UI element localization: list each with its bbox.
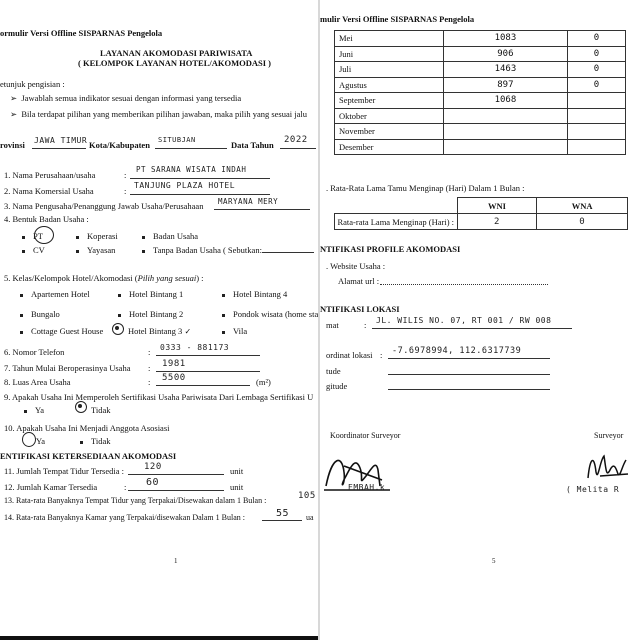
instructions-heading: etunjuk pengisian : <box>0 79 65 89</box>
surveyor-label: Surveyor <box>594 431 624 440</box>
year-value[interactable]: 2022 <box>284 135 308 145</box>
wni-guests-value[interactable]: 1068 <box>444 93 568 109</box>
stay-table <box>334 197 628 230</box>
wni-guests-value[interactable] <box>444 139 568 155</box>
q12-label: 12. Jumlah Kamar Tersedia <box>4 482 98 492</box>
province-line <box>32 148 86 149</box>
q3-value[interactable]: MARYANA MERY <box>218 197 279 206</box>
wni-guests-value[interactable]: 906 <box>444 46 568 62</box>
wni-guests-value[interactable] <box>444 108 568 124</box>
instruction-1: ➢ Jawablah semua indikator sesuai dengan informasi yang tersedia <box>10 93 242 103</box>
month-name: Mei <box>335 31 444 47</box>
year-line <box>280 148 316 149</box>
q9-option-ya[interactable]: Ya <box>24 405 44 415</box>
wna-guests-value[interactable]: 0 <box>567 62 625 78</box>
q4-option-yayasan[interactable]: Yayasan <box>76 245 115 255</box>
q8-unit: (m²) <box>256 377 271 387</box>
scan-edge <box>0 636 318 640</box>
q8-value[interactable]: 5500 <box>162 373 186 383</box>
q13-value[interactable]: 105 <box>298 491 316 501</box>
wni-guests-value[interactable]: 1463 <box>444 62 568 78</box>
address-label: mat <box>326 320 339 330</box>
form-page-right: mulir Versi Offline SISPARNAS Pengelola Mei 1083 0 Juni 906 0 Juli 1463 0 Agustus 897 0 September 1068 Oktober November Desember . Rata-Rata Lama Tamu Menginap (Hari) Dalam 1 Bulan : WNI WNA Rata-rata Lama Menginap (Hari) : 2 0 NTIFIKASI PROFILE AKOMODASI . Website Usaha : Alamat url : NTIFIKASI LOKASI mat : JL. WILIS NO. 07, RT 001 / RW 008 ordinat lokasi : -7.6978994, 112.6317739 tude gitude Koordinator Surveyor Surveyor EMBAH.k ( Melita R 5 <box>320 0 640 640</box>
month-name: September <box>335 93 444 109</box>
section-heading: ENTIFIKASI KETERSEDIAAN AKOMODASI <box>0 451 177 461</box>
province-label: rovinsi <box>0 140 25 150</box>
surveyor-name: ( Melita R <box>566 485 620 494</box>
q3-label: 3. Nama Pengusaha/Penanggung Jawab Usaha/Perusahaan <box>4 201 204 211</box>
wni-guests-value[interactable]: 897 <box>444 77 568 93</box>
q13-label: 13. Rata-rata Banyaknya Tempat Tidur yang Terpakai/Disewakan dalam 1 Bulan : <box>4 496 267 505</box>
province-value[interactable]: JAWA TIMUR <box>34 136 88 145</box>
month-name: Agustus <box>335 77 444 93</box>
city-value[interactable]: SITUBJAN <box>158 136 196 144</box>
coordinator-name: EMBAH.k <box>348 483 386 492</box>
selected-mark-pt <box>34 226 54 244</box>
q5-option-bintang-1[interactable]: Hotel Bintang 1 <box>118 289 183 299</box>
city-line <box>155 148 227 149</box>
stay-row-label: Rata-rata Lama Menginap (Hari) : <box>335 214 458 230</box>
q1-label: 1. Nama Perusahaan/usaha <box>4 170 96 180</box>
wna-guests-value[interactable] <box>567 93 625 109</box>
year-label: Data Tahun <box>231 140 274 150</box>
q11-value[interactable]: 120 <box>144 462 162 472</box>
address-value[interactable]: JL. WILIS NO. 07, RT 001 / RW 008 <box>376 316 552 325</box>
page-header: mulir Versi Offline SISPARNAS Pengelola <box>320 14 475 24</box>
q5-option-bintang-4[interactable]: Hotel Bintang 4 <box>222 289 287 299</box>
q10-option-ya[interactable]: Ya <box>36 436 46 446</box>
month-row <box>335 93 626 109</box>
wna-guests-value[interactable] <box>567 124 625 140</box>
url-label: Alamat url : <box>338 276 380 286</box>
month-row <box>335 62 626 78</box>
wna-guests-value[interactable]: 0 <box>567 31 625 47</box>
page-number: 5 <box>492 557 496 565</box>
q4-label: 4. Bentuk Badan Usaha : <box>4 214 89 224</box>
month-name: Desember <box>335 139 444 155</box>
q11-unit: unit <box>230 466 244 476</box>
form-page-left: ormulir Versi Offline SISPARNAS Pengelola LAYANAN AKOMODASI PARIWISATA ( KELOMPOK LAYANAN HOTEL/AKOMODASI ) etunjuk pengisian : ➢ Jawablah semua indikator sesuai dengan informasi yang tersedia ➢ Bila terdapat pilihan yang memberikan pilihan jawaban, maka pilih yang sesuai jalu rovinsi JAWA TIMUR Kota/Kabupaten SITUBJAN Data Tahun 2022 1. Nama Perusahaan/usaha : PT SARANA WISATA INDAH 2. Nama Komersial Usaha : TANJUNG PLAZA HOTEL 3. Nama Pengusaha/Penanggung Jawab Usaha/Perusahaan MARYANA MERY 4. Bentuk Badan Usaha : PT Koperasi Badan Usaha CV Yayasan Tanpa Badan Usaha ( Sebutkan: 5. Kelas/Kelompok Hotel/Akomodasi (Pilih yang sesuai) : Apartemen Hotel Hotel Bintang 1 Hotel Bintang 4 Bungalo Hotel Bintang 2 Pondok wisata (home sta Cottage Guest House Hotel Bintang 3 ✓ Vila 6. Nomor Telefon : 0333 - 881173 7. Tahun Mulai Beroperasinya Usaha : 1981 8. Luas Area Usaha : 5500 (m²) 9. Apakah Usaha Ini Memperoleh Sertifikasi Usaha Pariwisata Dari Lembaga Sertifikasi U Ya Tidak 10. Apakah Usaha Ini Menjadi Anggota Asosiasi Ya Tidak ENTIFIKASI KETERSEDIAAN AKOMODASI 11. Jumlah Tempat Tidur Tersedia : 120 unit 12. Jumlah Kamar Tersedia : 60 unit 13. Rata-rata Banyaknya Tempat Tidur yang Terpakai/Disewakan dalam 1 Bulan : 105 14. Rata-rata Banyaknya Kamar yang Terpakai/disewakan Dalam 1 Bulan : 55 ua 1 <box>0 0 318 640</box>
latitude-label: tude <box>326 366 341 376</box>
q5-option-apartemen[interactable]: Apartemen Hotel <box>20 289 90 299</box>
q14-unit: ua <box>306 513 314 522</box>
q4-option-cv[interactable]: CV <box>22 245 45 255</box>
website-label: . Website Usaha : <box>326 261 386 271</box>
q5-option-bungalo[interactable]: Bungalo <box>20 309 60 319</box>
stay-wni-value: 2 <box>493 217 500 227</box>
q1-value[interactable]: PT SARANA WISATA INDAH <box>136 165 247 174</box>
wna-guests-value[interactable]: 0 <box>567 46 625 62</box>
month-name: November <box>335 124 444 140</box>
q12-unit: unit <box>230 482 244 492</box>
q14-label: 14. Rata-rata Banyaknya Kamar yang Terpakai/disewakan Dalam 1 Bulan : <box>4 513 245 522</box>
month-row <box>335 124 626 140</box>
location-section-heading: NTIFIKASI LOKASI <box>320 304 400 314</box>
form-subtitle: ( KELOMPOK LAYANAN HOTEL/AKOMODASI ) <box>78 58 272 68</box>
wni-guests-value[interactable] <box>444 124 568 140</box>
latitude-field[interactable] <box>388 374 550 375</box>
q5-option-vila[interactable]: Vila <box>222 326 247 336</box>
longitude-field[interactable] <box>388 389 550 390</box>
q5-label: 5. Kelas/Kelompok Hotel/Akomodasi (Pilih yang sesuai) : <box>4 273 204 283</box>
q5-option-bintang-2[interactable]: Hotel Bintang 2 <box>118 309 183 319</box>
stay-wna-value: 0 <box>579 217 586 227</box>
q12-value[interactable]: 60 <box>146 477 160 488</box>
q5-option-bintang-3[interactable]: Hotel Bintang 3 ✓ <box>128 326 192 336</box>
stay-header-wni: WNI <box>457 198 537 214</box>
month-name: Juni <box>335 46 444 62</box>
city-label: Kota/Kabupaten <box>89 140 150 150</box>
month-name: Oktober <box>335 108 444 124</box>
q5-option-cottage[interactable]: Cottage Guest House <box>20 326 103 336</box>
url-field[interactable] <box>380 284 548 285</box>
q2-label: 2. Nama Komersial Usaha <box>4 186 94 196</box>
q10-option-tidak[interactable]: Tidak <box>80 436 111 446</box>
q11-label: 11. Jumlah Tempat Tidur Tersedia : <box>4 466 125 476</box>
month-name: Juli <box>335 62 444 78</box>
q2-value[interactable]: TANJUNG PLAZA HOTEL <box>134 181 236 190</box>
coordinate-label: ordinat lokasi <box>326 350 373 360</box>
coordinator-label: Koordinator Surveyor <box>330 431 401 440</box>
month-row <box>335 108 626 124</box>
q6-label: 6. Nomor Telefon <box>4 347 65 357</box>
wni-guests-value[interactable]: 1083 <box>444 31 568 47</box>
q7-value[interactable]: 1981 <box>162 359 186 369</box>
coordinate-value[interactable]: -7.6978994, 112.6317739 <box>392 346 522 356</box>
selected-mark-ya <box>22 432 36 447</box>
q4-option-badan-usaha[interactable]: Badan Usaha <box>142 231 198 241</box>
wna-guests-value[interactable]: 0 <box>567 77 625 93</box>
stay-header-wna: WNA <box>537 198 628 214</box>
month-row <box>335 77 626 93</box>
q6-value[interactable]: 0333 - 881173 <box>160 343 230 352</box>
form-title: LAYANAN AKOMODASI PARIWISATA <box>100 48 253 58</box>
q14-value[interactable]: 55 <box>276 508 290 519</box>
q4-option-tanpa-badan-usaha[interactable]: Tanpa Badan Usaha ( Sebutkan: <box>142 245 262 255</box>
surveyor-signature <box>582 448 632 488</box>
page-number: 1 <box>174 557 178 565</box>
month-row <box>335 46 626 62</box>
month-row <box>335 139 626 155</box>
monthly-guest-table <box>334 30 626 155</box>
page-header: ormulir Versi Offline SISPARNAS Pengelola <box>0 28 163 38</box>
stay-question: . Rata-Rata Lama Tamu Menginap (Hari) Dalam 1 Bulan : <box>326 183 525 193</box>
profile-section-heading: NTIFIKASI PROFILE AKOMODASI <box>320 244 461 254</box>
q7-label: 7. Tahun Mulai Beroperasinya Usaha <box>4 363 131 373</box>
wna-guests-value[interactable] <box>567 139 625 155</box>
q5-option-pondok-wisata[interactable]: Pondok wisata (home sta <box>222 309 318 319</box>
wna-guests-value[interactable] <box>567 108 625 124</box>
q4-option-pt[interactable]: PT <box>22 231 43 241</box>
instruction-2: ➢ Bila terdapat pilihan yang memberikan pilihan jawaban, maka pilih yang sesuai jalu <box>10 109 307 119</box>
month-row <box>335 31 626 47</box>
q9-option-tidak[interactable]: Tidak <box>91 405 111 415</box>
q10-label: 10. Apakah Usaha Ini Menjadi Anggota Asosiasi <box>4 423 170 433</box>
q4-option-koperasi[interactable]: Koperasi <box>76 231 118 241</box>
longitude-label: gitude <box>326 381 348 391</box>
q8-label: 8. Luas Area Usaha <box>4 377 71 387</box>
q9-label: 9. Apakah Usaha Ini Memperoleh Sertifikasi Usaha Pariwisata Dari Lembaga Sertifikasi U <box>4 392 314 402</box>
